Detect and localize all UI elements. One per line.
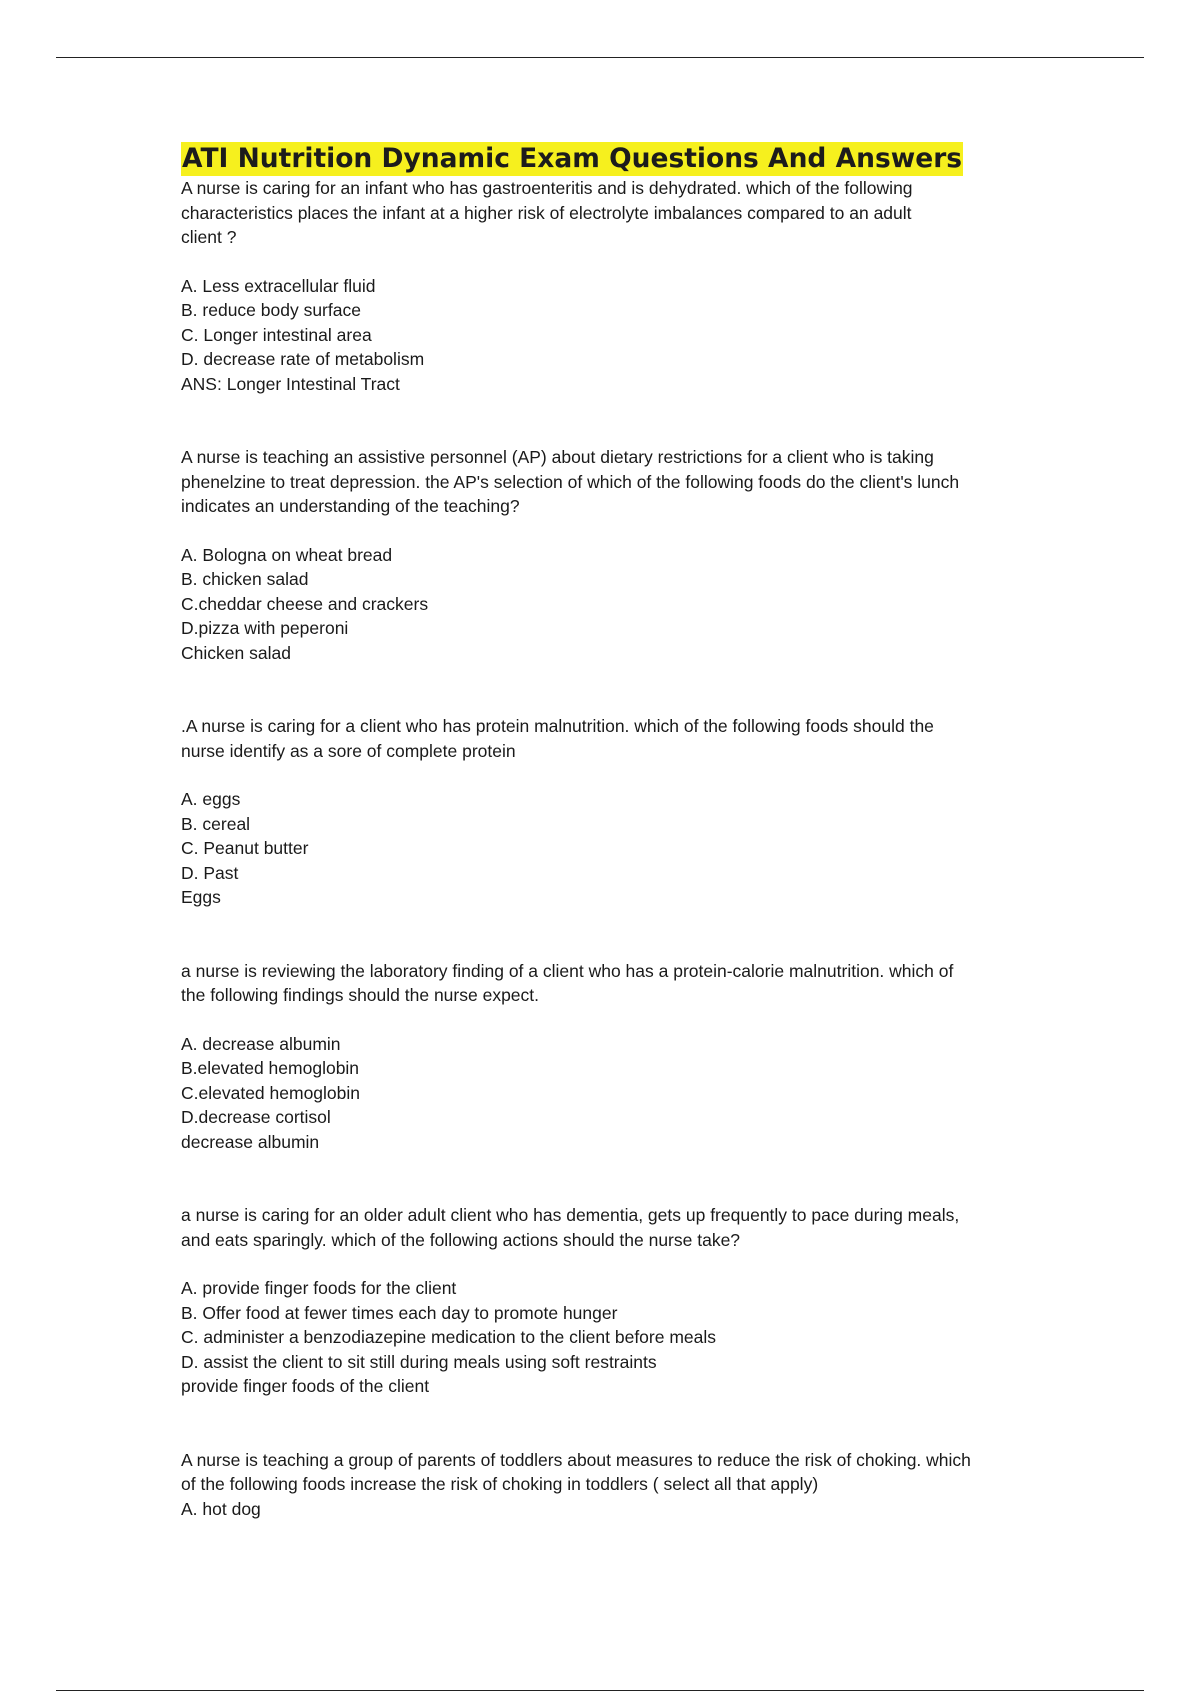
- top-rule: [56, 57, 1144, 58]
- question-block-5: [181, 1203, 1021, 1399]
- option-d: D. Past: [181, 862, 239, 883]
- option-d: D. assist the client to sit still during meals using soft restraints: [181, 1351, 657, 1372]
- question-block-3: [181, 714, 1021, 910]
- answer-options: [181, 274, 1021, 372]
- option-d: D.pizza with peperoni: [181, 618, 349, 638]
- option-c: C. administer a benzodiazepine medication to the client before meals: [181, 1327, 717, 1347]
- option-d: D. decrease rate of metabolism: [181, 349, 425, 369]
- answer-text: provide finger foods of the client: [181, 1376, 430, 1396]
- answer-options: [181, 1497, 1021, 1522]
- option-a: A. Bologna on wheat bread: [181, 544, 393, 565]
- question-text: a nurse is caring for an older adult client who has dementia, gets up frequently to pace during meals, and eats sparingly. which of the following actions should the nurse take?: [181, 1205, 960, 1250]
- question-text: A nurse is teaching an assistive personnel (AP) about dietary restrictions for a client who is taking phenelzine to treat depression. the AP's selection of which of the following foods do the client's lunch indicates an understanding of the teaching?: [181, 447, 960, 516]
- question-text: A nurse is caring for an infant who has gastroenteritis and is dehydrated. which of the following characteristics places the infant at a higher risk of electrolyte imbalances compared to an adult client ?: [181, 178, 913, 247]
- option-a: A. eggs: [181, 789, 241, 809]
- answer-text: Eggs: [181, 887, 221, 907]
- question-block-6: [181, 1448, 1021, 1522]
- question-block-2: [181, 445, 1021, 665]
- option-a: A. provide finger foods for the client: [181, 1278, 457, 1298]
- option-b: B. Offer food at fewer times each day to promote hunger: [181, 1302, 618, 1323]
- document-title: ATI Nutrition Dynamic Exam Questions And Answers: [182, 143, 963, 174]
- answer-options: [181, 1276, 1021, 1374]
- option-a: A. hot dog: [181, 1498, 261, 1519]
- option-b: B. chicken salad: [181, 569, 309, 589]
- answer-text: Chicken salad: [181, 642, 291, 663]
- option-c: C.cheddar cheese and crackers: [181, 593, 429, 614]
- option-b: B. cereal: [181, 813, 251, 834]
- question-text: a nurse is reviewing the laboratory finding of a client who has a protein-calorie malnutrition. which of the following findings should the nurse expect.: [181, 960, 954, 1005]
- option-a: A. decrease albumin: [181, 1033, 341, 1054]
- document-body: [181, 142, 1021, 1570]
- option-d: D.decrease cortisol: [181, 1107, 331, 1127]
- option-c: C. Peanut butter: [181, 838, 309, 858]
- question-block-4: [181, 959, 1021, 1155]
- option-c: C.elevated hemoglobin: [181, 1082, 361, 1103]
- answer-options: [181, 1032, 1021, 1130]
- option-a: A. Less extracellular fluid: [181, 275, 376, 296]
- answer-options: [181, 543, 1021, 641]
- answer-options: [181, 787, 1021, 885]
- option-c: C. Longer intestinal area: [181, 324, 372, 345]
- bottom-rule: [56, 1690, 1144, 1691]
- question-text: A nurse is teaching a group of parents of toddlers about measures to reduce the risk of choking. which of the following foods increase the risk of choking in toddlers ( select all that apply): [181, 1449, 971, 1494]
- option-b: B.elevated hemoglobin: [181, 1058, 360, 1078]
- question-text: .A nurse is caring for a client who has protein malnutrition. which of the following foods should the nurse identify as a sore of complete protein: [181, 716, 934, 761]
- answer-text: ANS: Longer Intestinal Tract: [181, 373, 400, 394]
- option-b: B. reduce body surface: [181, 300, 361, 320]
- answer-text: decrease albumin: [181, 1131, 320, 1152]
- question-block-1: [181, 176, 1021, 396]
